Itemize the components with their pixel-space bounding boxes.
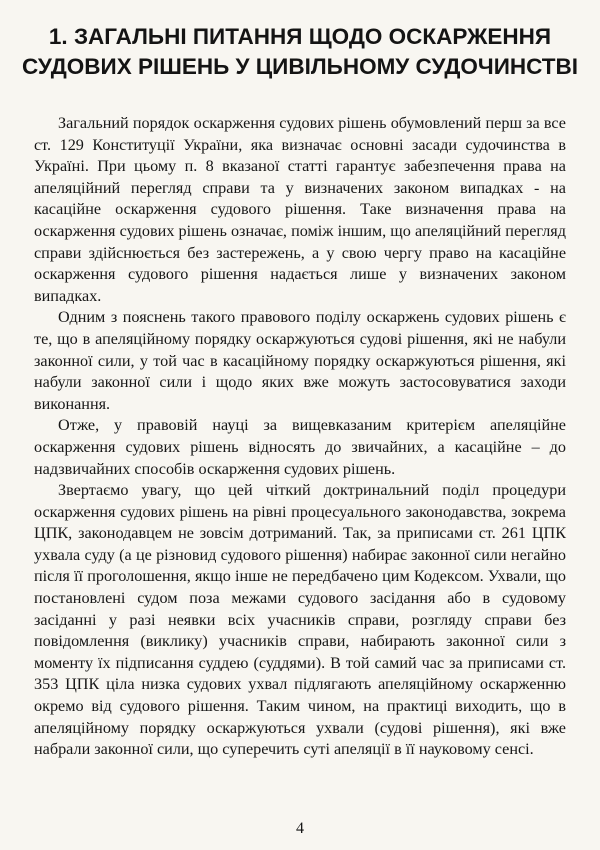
paragraph-3: Отже, у правовій науці за вищевказаним критерієм апеляційне оскарження судових рішень відносять до звичайних, а касаційне – до надзвичайних способів оскарження судових рішень.	[34, 416, 566, 478]
chapter-title-line-1: 1. ЗАГАЛЬНІ ПИТАННЯ ЩОДО ОСКАРЖЕННЯ	[48, 24, 552, 49]
paragraph-1: Загальний порядок оскарження судових рішень обумовлений перш за все ст. 129 Конституції України, яка визначає основні засади судочинства в Україні. При цьому п. 8 вказаної статті гарантує забезпечення права на апеляційний перегляд справи та у визначених законом випадках - на касаційне оскарження судового рішення. Таке визначення права на оскарження судових рішень означає, поміж іншим, що апеляційний перегляд справи здійснюється без застережень, а у свою чергу право на касаційне оскарження судового рішення надається лише у визначених законом випадках.	[34, 114, 566, 305]
paragraph-4: Звертаємо увагу, що цей чіткий доктринальний поділ процедури оскарження судових рішень на рівні процесуального законодавства, зокрема ЦПК, законодавцем не зовсім дотриманий. Так, за приписами ст. 261 ЦПК ухвала суду (а це різновид судового рішення) набирає законної сили негайно після її проголошення, якщо інше не передбачено цим Кодексом. Ухвали, що постановлені судом поза межами судового засідання або в судовому засіданні у разі неявки всіх учасників справи, розгляду справи без повідомлення (виклику) учасників справи, набирають законної сили з моменту їх підписання суддею (суддями). В той самий час за приписами ст. 353 ЦПК ціла низка судових ухвал підлягають апеляційному оскарженню окремо від судового рішення. Таким чином, на практиці виходить, що в апеляційному порядку оскаржуються ухвали (судові рішення), які вже набрали законної сили, що суперечить суті апеляції в її науковому сенсі.	[34, 481, 566, 759]
body-text	[34, 113, 566, 761]
chapter-title-line-2: СУДОВИХ РІШЕНЬ У ЦИВІЛЬНОМУ СУДОЧИНСТВІ	[21, 54, 579, 79]
page-number: 4	[296, 820, 304, 837]
chapter-title	[20, 22, 580, 82]
paragraph-2: Одним з пояснень такого правового поділу оскаржень судових рішень є те, що в апеляційному порядку оскаржуються судові рішення, які не набули законної сили, у той час в касаційному порядку оскаржуються рішення, які набули законної сили і щодо яких вже можуть застосовуватися заходи виконання.	[34, 308, 566, 413]
